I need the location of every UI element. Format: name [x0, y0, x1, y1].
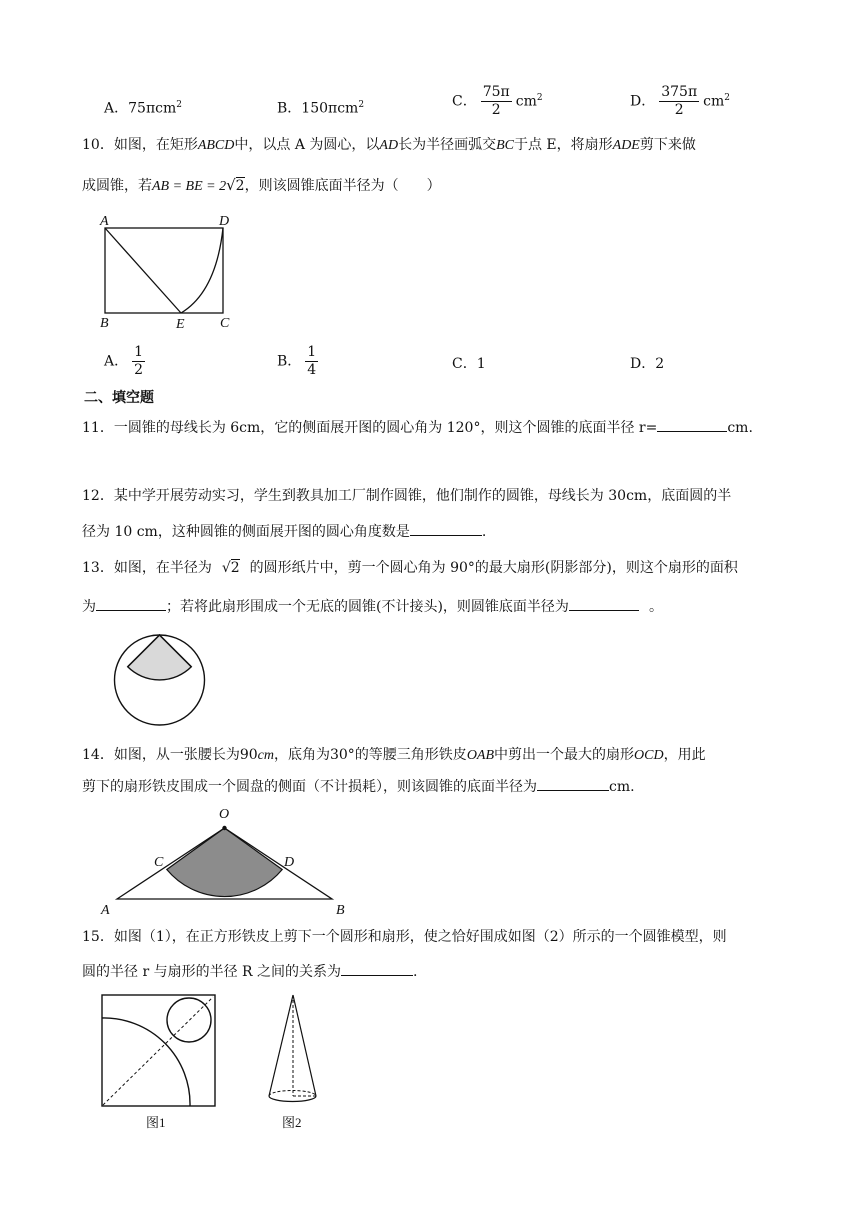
option-letter: C．	[452, 356, 477, 372]
text: ，则该圆锥底面半径为（ ）	[244, 178, 441, 194]
vertex-o-dot	[222, 826, 226, 830]
text: 10．如图，在矩形	[82, 137, 198, 153]
answer-blank-area[interactable]	[96, 596, 166, 611]
q13-line-2	[82, 596, 663, 617]
option-letter: D．	[630, 356, 656, 372]
fraction-denominator: 2	[674, 102, 684, 118]
math-var: ABCD	[197, 138, 235, 153]
caption-fig1: 图1	[146, 1115, 166, 1130]
text: 径为 10 cm，这种圆锥的侧面展开图的圆心角度数是	[82, 524, 410, 540]
label-o: O	[219, 807, 230, 822]
math-unit: cm	[257, 748, 274, 763]
sqrt-radicand: 2	[230, 560, 240, 576]
text: 13．如图，在半径为	[82, 560, 212, 576]
q13-circle-figure	[104, 633, 216, 727]
text: cm.	[727, 420, 753, 436]
math-num: 30°	[329, 747, 355, 763]
q14-line-2	[82, 776, 635, 797]
text: 中，以点 A 为圆心，以	[234, 137, 380, 153]
answer-blank[interactable]	[537, 776, 609, 791]
q10-line-1	[82, 135, 696, 156]
fraction	[132, 344, 145, 379]
q14-triangle-figure	[98, 804, 354, 918]
arc-de	[181, 228, 223, 313]
text: ，用此	[663, 747, 706, 763]
option-letter: D．	[630, 93, 656, 110]
fraction-numerator: 1	[307, 344, 317, 360]
math-var: OCD	[634, 748, 664, 763]
text: 成圆锥，若	[82, 178, 152, 194]
fraction-numerator: 1	[134, 344, 144, 360]
q15-line-1: 15．如图（1），在正方形铁皮上剪下一个圆形和扇形，使之恰好围成如图（2）所示的一个圆锥模型，则	[82, 929, 727, 945]
fraction-numerator: 75π	[482, 84, 510, 100]
label-b: B	[336, 903, 345, 918]
math-var: OAB	[466, 748, 495, 763]
text: 的圆形纸片中，剪一个圆心角为 90°的最大扇形(阴影部分)，则这个扇形的面积	[249, 560, 738, 576]
q12-line-2	[82, 521, 486, 542]
q9-option-a	[104, 95, 182, 119]
superscript: 2	[724, 92, 731, 103]
q9-option-d	[630, 84, 730, 119]
sqrt-sign: √	[226, 176, 236, 194]
text: .	[481, 524, 487, 540]
q10-rectangle-figure	[96, 212, 236, 334]
q10-line-2	[82, 175, 441, 197]
math-var: AD	[379, 138, 399, 153]
q15-figure-1	[100, 992, 220, 1132]
text: 的等腰三角形铁皮	[354, 747, 467, 763]
answer-blank[interactable]	[410, 521, 482, 536]
math-var: BC	[496, 138, 514, 153]
text: 中剪出一个最大的扇形	[494, 747, 635, 763]
q9-option-c	[452, 84, 543, 119]
caption-fig2: 图2	[282, 1115, 302, 1130]
q14-line-1	[82, 745, 706, 766]
text: ，底角为	[273, 747, 330, 763]
math-var: ADE	[612, 138, 640, 153]
text: ；若将此扇形围成一个无底的圆锥(不计接头)，则圆锥底面半径为	[166, 599, 569, 615]
q13-line-1	[82, 558, 738, 578]
diagonal-dashed	[103, 997, 213, 1105]
fraction	[481, 84, 512, 119]
unit: cm	[703, 93, 725, 110]
option-letter: B．	[277, 100, 302, 117]
label-c: C	[220, 316, 230, 331]
answer-blank[interactable]	[657, 417, 727, 432]
text: .	[413, 964, 418, 980]
text: cm.	[609, 779, 635, 795]
sqrt-sign: √	[221, 560, 231, 576]
segment-ae	[105, 228, 181, 313]
q12-line-1: 12．某中学开展劳动实习，学生到教具加工厂制作圆锥，他们制作的圆锥，母线长为 30cm，底面圆的半	[82, 488, 732, 504]
superscript: 2	[358, 100, 365, 110]
option-letter: B．	[277, 353, 302, 370]
q11-line	[82, 417, 753, 438]
answer-blank-radius[interactable]	[569, 596, 639, 611]
q10-option-d	[630, 354, 664, 374]
superscript: 2	[176, 100, 182, 110]
text: 剪下的扇形铁皮围成一个圆盘的侧面（不计损耗），则该圆锥的底面半径为	[82, 779, 537, 795]
text: 。	[648, 599, 663, 615]
label-e: E	[176, 317, 185, 332]
text: 为	[82, 599, 96, 615]
unit: cm	[515, 93, 537, 110]
sqrt-radicand: 2	[235, 178, 245, 194]
fraction	[659, 84, 699, 119]
q15-line-2	[82, 961, 418, 982]
q10-option-a	[104, 344, 149, 379]
answer-blank[interactable]	[341, 961, 413, 976]
label-d: D	[219, 214, 230, 229]
q15-figure-2-cone	[260, 992, 320, 1132]
q9-option-b	[277, 95, 364, 119]
fraction-denominator: 2	[491, 102, 501, 118]
q10-option-c	[452, 354, 486, 374]
label-a: A	[100, 214, 109, 229]
cone-side-right	[293, 995, 316, 1096]
math-num: 90	[239, 747, 258, 763]
option-letter: A．	[104, 353, 129, 370]
text: 14．如图，从一张腰长为	[82, 747, 240, 763]
text: 11．一圆锥的母线长为 6cm，它的侧面展开图的圆心角为 120°，则这个圆锥的底面半径 r=	[82, 420, 658, 436]
shaded-sector-ocd	[167, 828, 282, 897]
fraction	[305, 344, 318, 379]
label-c: C	[154, 855, 164, 870]
q10-option-b	[277, 344, 322, 379]
text: 长为半径画弧交	[398, 137, 497, 153]
superscript: 2	[536, 92, 543, 103]
text: 于点 E，将扇形	[513, 137, 613, 153]
fraction-denominator: 2	[134, 362, 144, 378]
label-a: A	[101, 903, 110, 918]
cone-base-front	[269, 1096, 316, 1102]
label-b: B	[100, 316, 109, 331]
text: 剪下来做	[639, 137, 696, 153]
fraction-denominator: 4	[307, 362, 317, 378]
section-title: 二、填空题	[84, 390, 154, 406]
option-text: 1	[476, 356, 486, 372]
option-letter: C．	[452, 93, 477, 110]
label-d: D	[284, 855, 295, 870]
option-text: 75πcm	[128, 100, 177, 117]
option-letter: A．	[104, 100, 129, 117]
math-expr: AB = BE = 2	[152, 179, 227, 194]
cone-side-left	[269, 995, 293, 1096]
text: 圆的半径 r 与扇形的半径 R 之间的关系为	[82, 964, 342, 980]
rectangle-abcd	[105, 228, 223, 313]
option-text: 150πcm	[301, 100, 359, 117]
fraction-numerator: 375π	[661, 84, 698, 100]
option-text: 2	[655, 356, 665, 372]
